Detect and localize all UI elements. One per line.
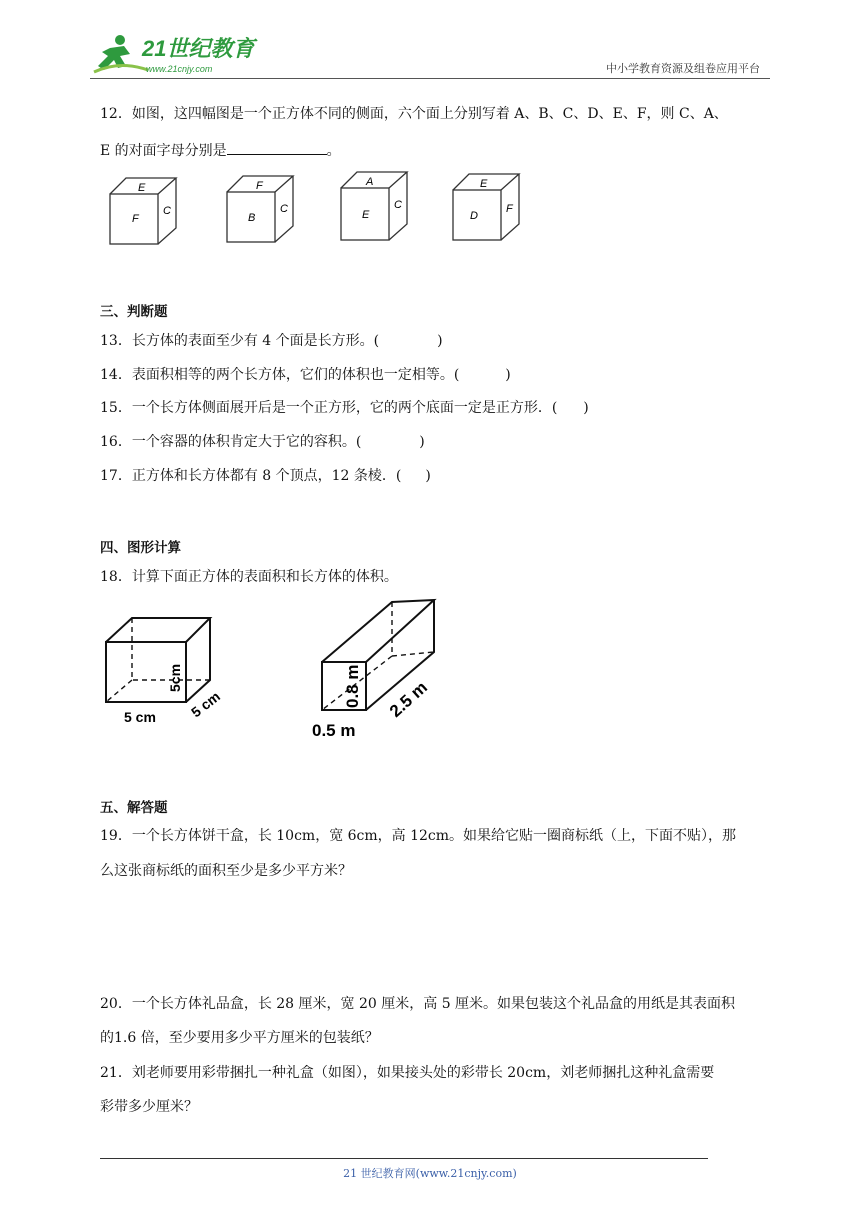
header — [90, 30, 770, 80]
box-height-label: 0.8 m — [343, 664, 362, 708]
section-3-title: 三、判断题 — [100, 304, 168, 320]
section-4-title: 四、图形计算 — [100, 540, 181, 556]
section-5-title: 五、解答题 — [100, 800, 168, 816]
q12-cubes-figure — [100, 168, 540, 258]
cube-3-top: A — [366, 176, 374, 188]
footer-text[interactable]: 21 世纪教育网(www.21cnjy.com) — [343, 1167, 517, 1180]
q14: 14．表面积相等的两个长方体，它们的体积也一定相等。( ) — [100, 367, 511, 383]
cube-2-front: B — [248, 212, 256, 224]
q20-line1: 20．一个长方体礼品盒，长 28 厘米，宽 20 厘米，高 5 厘米。如果包装这个礼品盒的用纸是其表面积 — [100, 996, 736, 1012]
box-width-label: 0.5 m — [312, 721, 356, 740]
box-depth-label: 2.5 m — [385, 677, 431, 721]
q12-answer-blank[interactable] — [227, 140, 327, 155]
logo-url: www.21cnjy.com — [146, 64, 213, 74]
cube-2-side: C — [280, 203, 288, 215]
runner-icon — [94, 35, 148, 72]
q12-line2 — [100, 140, 341, 161]
cube-1-front: F — [132, 213, 139, 225]
q20-line2: 的1.6 倍，至少要用多少平方厘米的包装纸？ — [100, 1030, 379, 1046]
q21-line2: 彩带多少厘米？ — [100, 1099, 198, 1115]
q17: 17．正方体和长方体都有 8 个顶点，12 条棱．( ) — [100, 468, 431, 484]
q16: 16．一个容器的体积肯定大于它的容积。( ) — [100, 434, 425, 450]
site-logo — [90, 30, 260, 80]
footer-divider — [100, 1158, 708, 1159]
q12-line1: 12．如图，这四幅图是一个正方体不同的侧面，六个面上分别写着 A、B、C、D、E、F，则 C、A、 — [100, 106, 728, 122]
cube-4-front: D — [470, 210, 478, 222]
header-right-text: 中小学教育资源及组卷应用平台 — [606, 62, 760, 75]
q15: 15．一个长方体侧面展开后是一个正方形，它的两个底面一定是正方形．( ) — [100, 400, 589, 416]
cube-1-top: E — [138, 182, 146, 194]
cube-3-front: E — [362, 209, 370, 221]
q13: 13．长方体的表面至少有 4 个面是长方形。( ) — [100, 333, 443, 349]
q12-line2-pre: E 的对面字母分别是 — [100, 143, 227, 159]
q21-line1: 21．刘老师要用彩带捆扎一种礼盒（如图），如果接头处的彩带长 20cm，刘老师捆扎这种礼盒需要 — [100, 1065, 715, 1081]
header-divider — [90, 78, 770, 79]
q18-text: 18．计算下面正方体的表面积和长方体的体积。 — [100, 569, 398, 585]
cube-2-top: F — [256, 180, 263, 192]
q19-line2: 么这张商标纸的面积至少是多少平方米？ — [100, 863, 352, 879]
cube-height-label: 5cm — [167, 663, 183, 692]
q18-figure — [100, 596, 460, 746]
cube-drawing — [106, 618, 210, 702]
cube-width-label: 5 cm — [124, 709, 156, 725]
logo-text: 21世纪教育 — [142, 36, 255, 61]
q19-line1: 19．一个长方体饼干盒，长 10cm，宽 6cm，高 12cm。如果给它贴一圈商标纸（上，下面不贴），那 — [100, 828, 737, 844]
cube-4-top: E — [480, 178, 488, 190]
cube-4-side: F — [506, 203, 513, 215]
cube-depth-label: 5 cm — [187, 688, 224, 721]
q12-line2-post: 。 — [326, 143, 341, 159]
cube-3-side: C — [394, 199, 402, 211]
cube-1-side: C — [163, 205, 171, 217]
